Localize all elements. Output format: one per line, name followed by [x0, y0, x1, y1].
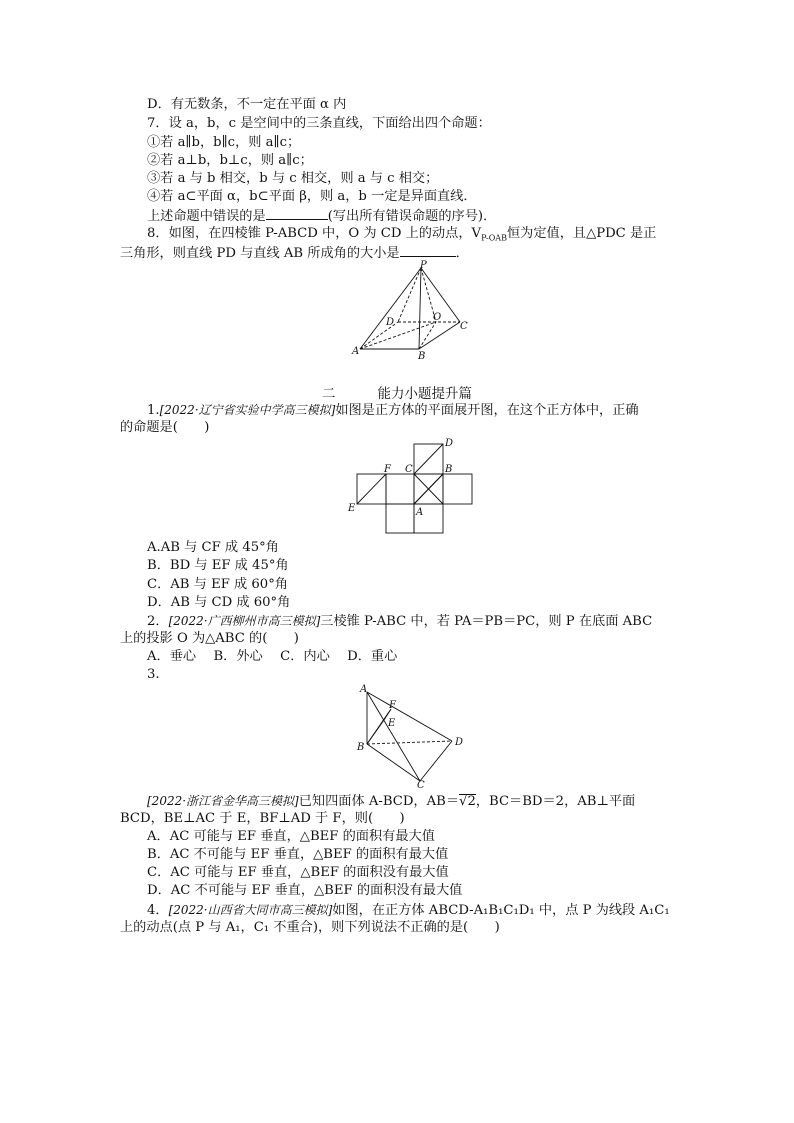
q8-text-a: 8．如图，在四棱锥 P-ABCD 中，O 为 CD 上的动点，V: [147, 226, 482, 241]
q8-text-end: ．: [455, 246, 469, 261]
tet-label-c: C: [417, 780, 425, 790]
tetrahedron-figure: [350, 682, 472, 790]
q3-stem-text-a: 已知四面体 A-BCD，AB＝: [298, 794, 460, 809]
section-number: 二: [322, 386, 336, 402]
pyramid-label-b: B: [418, 351, 426, 362]
q4-source: [2022·山西省大同市高三模拟]: [168, 903, 333, 917]
q7-question-note: (写出所有错误命题的序号)．: [327, 209, 497, 224]
net-label-a: A: [416, 507, 424, 518]
pyramid-label-d: D: [386, 317, 395, 328]
pyramid-label-c: C: [460, 321, 468, 332]
net-label-c: C: [405, 464, 413, 475]
section-title-text: 能力小题提升篇: [377, 386, 472, 402]
tet-label-d: D: [455, 737, 464, 748]
tet-label-b: B: [357, 742, 365, 753]
q1-option-d: D．AB 与 CD 成 60°角: [147, 595, 291, 610]
q2-number: 2．: [147, 614, 169, 629]
q2-stem-line2: 上的投影 O 为△ABC 的( ): [120, 631, 299, 646]
q4-number: 4．: [147, 903, 169, 918]
q3-sqrt-value: 2: [467, 794, 476, 809]
q3-stem-text-b: ，BC＝BD＝2，AB⊥平面: [475, 794, 636, 809]
q2-source: [2022·广西柳州市高三模拟]: [168, 614, 321, 628]
q3-option-d: D．AC 不可能与 EF 垂直，△BEF 的面积没有最大值: [147, 883, 463, 898]
q7-proposition-2: ②若 a⊥b，b⊥c，则 a∥c；: [147, 153, 313, 168]
q3-number: 3.: [147, 667, 160, 682]
q3-sqrt: √2: [459, 794, 476, 809]
q3-option-b: B．AC 不可能与 EF 垂直，△BEF 的面积有最大值: [147, 847, 449, 862]
q3-source: [2022·浙江省金华高三模拟]: [147, 794, 299, 808]
q6-option-d: D．有无数条，不一定在平面 α 内: [147, 97, 347, 112]
q2-options: A．垂心 B．外心 C．内心 D．重心: [147, 649, 398, 664]
q1-option-a: A.AB 与 CF 成 45°角: [147, 540, 279, 555]
q2-stem-line1: [147, 612, 652, 631]
q7-question: [147, 206, 496, 226]
cube-net-figure: [346, 436, 478, 536]
q7-proposition-1: ①若 a∥b，b∥c，则 a∥c；: [147, 135, 301, 150]
q1-source: [2022·辽宁省实验中学高三模拟]: [159, 403, 336, 417]
q7-proposition-3: ③若 a 与 b 相交，b 与 c 相交，则 a 与 c 相交；: [147, 171, 439, 186]
q3-option-c: C．AC 可能与 EF 垂直，△BEF 的面积没有最大值: [147, 865, 449, 880]
q7-question-text: 上述命题中错误的是: [147, 209, 266, 224]
q7-answer-blank: [266, 206, 328, 220]
pyramid-label-a: A: [352, 346, 360, 357]
q8-volume-subscript: P-OAB: [481, 233, 507, 243]
q1-stem-line1: [147, 401, 639, 420]
pyramid-label-p: P: [420, 260, 427, 271]
q1-number: 1.: [147, 403, 160, 418]
section-title: [0, 382, 794, 402]
tet-label-e: E: [388, 718, 396, 729]
q7-stem: 7．设 a，b，c 是空间中的三条直线，下面给出四个命题：: [147, 116, 491, 131]
tet-label-a: A: [360, 684, 368, 695]
q2-stem-text: 三棱锥 P-ABC 中，若 PA＝PB＝PC，则 P 在底面 ABC: [320, 614, 653, 629]
net-label-b: B: [445, 464, 453, 475]
q1-option-c: C．AB 与 EF 成 60°角: [147, 577, 288, 592]
q3-option-a: A．AC 可能与 EF 垂直，△BEF 的面积有最大值: [147, 829, 435, 844]
q3-stem-line2: BCD，BE⊥AC 于 E，BF⊥AD 于 F，则( ): [120, 811, 405, 826]
q8-text-c: 三角形，则直线 PD 与直线 AB 所成角的大小是: [120, 246, 400, 261]
q8-answer-blank: [400, 243, 456, 257]
net-label-e: E: [348, 503, 356, 514]
q4-stem-line2: 上的动点(点 P 与 A₁，C₁ 不重合)，则下列说法不正确的是( ): [120, 920, 500, 935]
q1-option-b: B．BD 与 EF 成 45°角: [147, 558, 289, 573]
q1-stem-text: 如图是正方体的平面展开图，在这个正方体中，正确: [335, 403, 639, 418]
tet-label-f: F: [389, 700, 396, 711]
pyramid-figure: [348, 260, 478, 364]
pyramid-label-o: O: [433, 312, 442, 323]
q4-stem-text: 如图，在正方体 ABCD-A₁B₁C₁D₁ 中，点 P 为线段 A₁C₁: [332, 903, 670, 918]
q3-stem-line1: [147, 792, 635, 811]
net-label-d: D: [445, 438, 454, 449]
q8-text-b: 恒为定值，且△PDC 是正: [506, 226, 657, 241]
q1-stem-line2: 的命题是( ): [120, 420, 210, 435]
q4-stem-line1: [147, 901, 670, 920]
q7-proposition-4: ④若 a⊂平面 α，b⊂平面 β，则 a，b 一定是异面直线．: [147, 189, 477, 204]
net-label-f: F: [384, 464, 391, 475]
